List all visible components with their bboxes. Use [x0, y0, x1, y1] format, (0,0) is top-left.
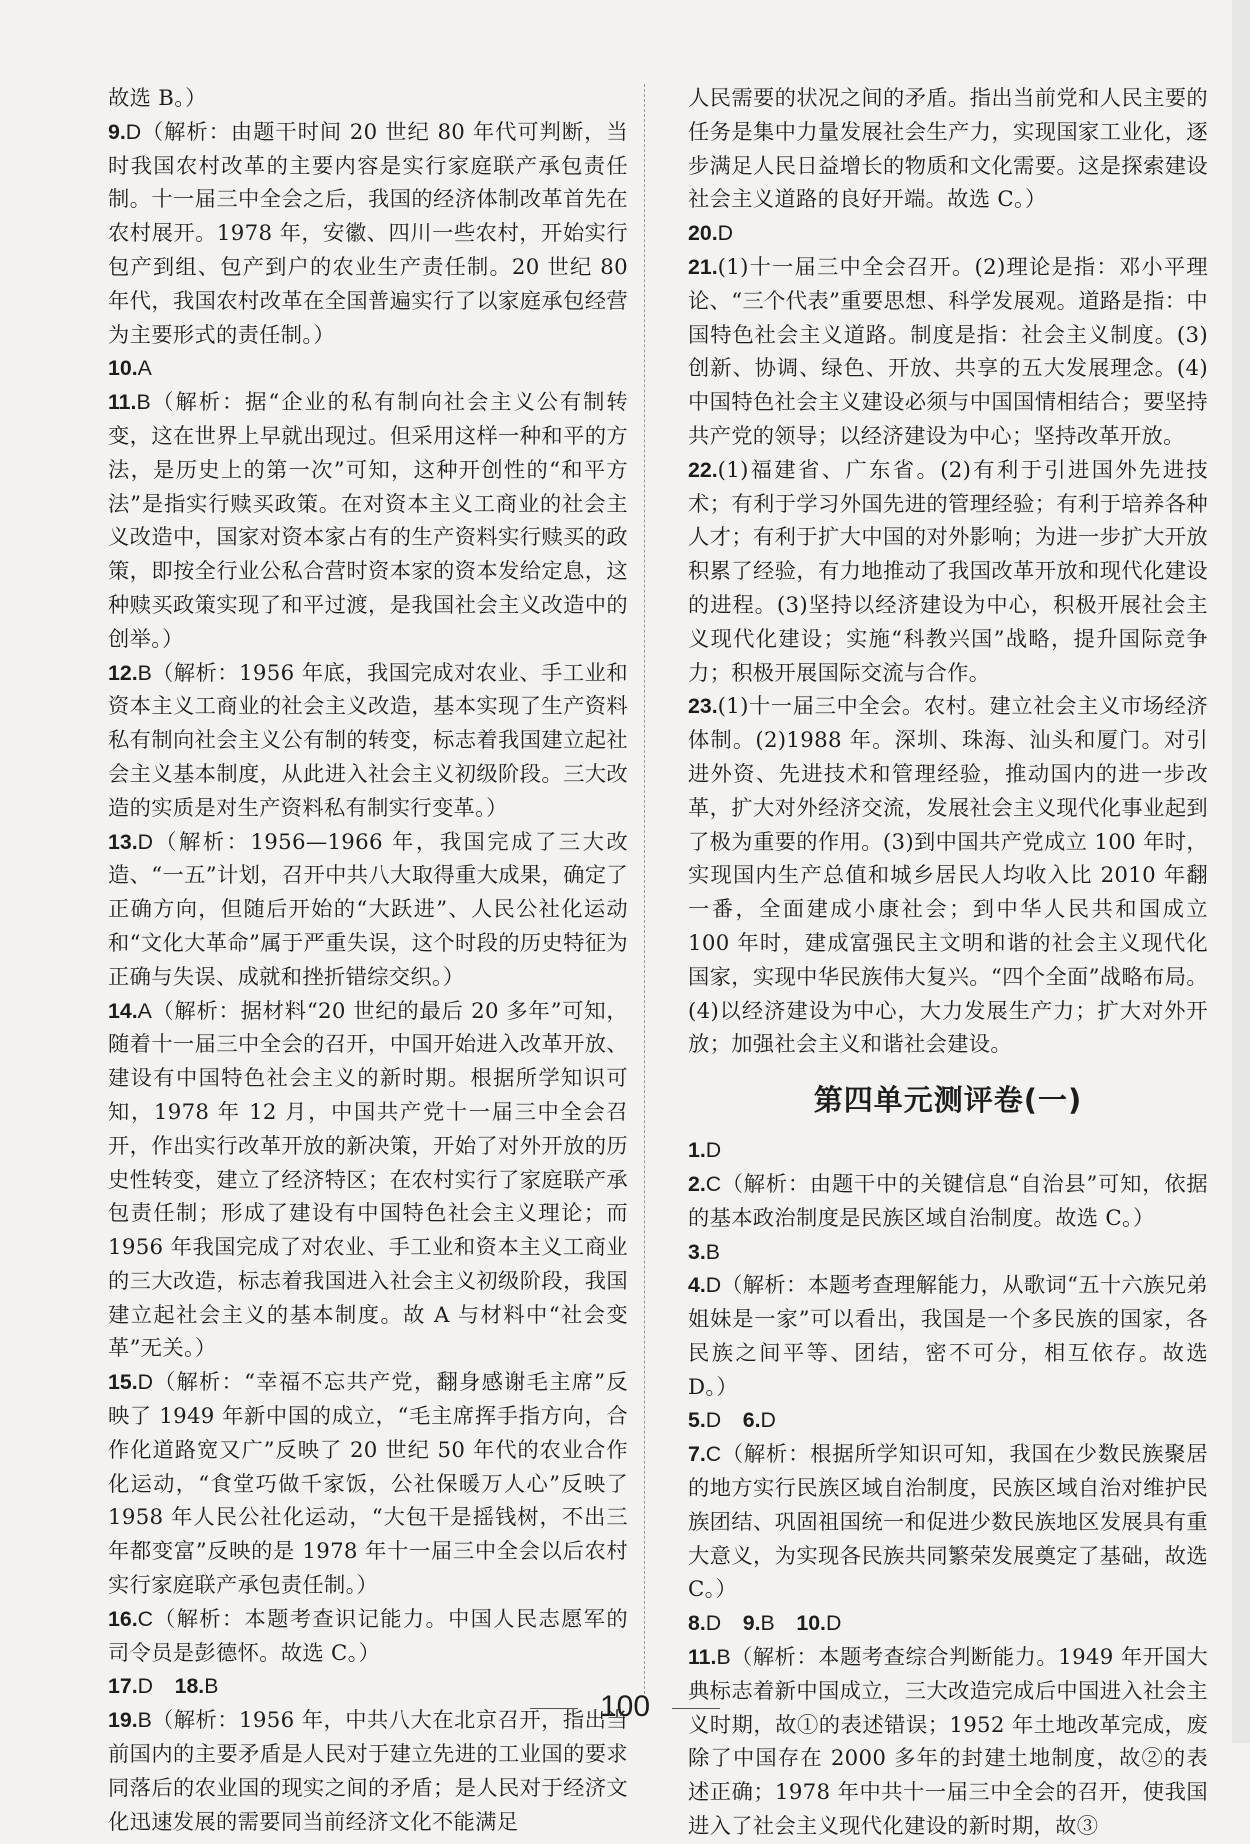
question-number: 19. [108, 1708, 138, 1733]
question-number: 7. [688, 1442, 706, 1467]
question-number: 1. [688, 1138, 706, 1163]
question-number: 8. [688, 1611, 706, 1636]
explanation-text: （解析：本题考查理解能力，从歌词“五十六族兄弟姐妹是一家”可以看出，我国是一个多民族的国家，各民族之间平等、团结，密不可分，相互依存。故选 D。） [688, 1273, 1208, 1400]
continued-text: 人民需要的状况之间的矛盾。指出当前党和人民主要的任务是集中力量发展社会生产力，实现国家工业化，逐步满足人民日益增长的物质和文化需要。这是探索建设社会主义道路的良好开端。故选 C。） [688, 86, 1208, 213]
explanation-text: （解析：由题干中的关键信息“自治县”可知，依据的基本政治制度是民族区域自治制度。故选 C。） [688, 1171, 1208, 1231]
answer-item [688, 454, 1208, 691]
answer-choice: B [760, 1611, 775, 1636]
answer-choice: B [137, 1708, 152, 1733]
question-number: 22. [688, 457, 718, 482]
question-number: 21. [688, 254, 718, 279]
answer-choice: C [137, 1606, 153, 1631]
question-number: 10. [796, 1611, 826, 1636]
answer-choice: D [705, 1273, 722, 1298]
page-number-text: 100 [599, 1690, 651, 1723]
answer-choice: D [137, 1370, 153, 1395]
answer-choice: C [705, 1442, 722, 1467]
page-number [0, 1690, 1250, 1724]
question-number: 2. [688, 1171, 706, 1196]
question-number: 3. [688, 1239, 706, 1264]
answer-item [688, 1236, 1208, 1270]
answer-choice: D [705, 1611, 722, 1636]
answer-choice: B [705, 1239, 720, 1264]
dash-left [530, 1708, 578, 1709]
answer-item [688, 1641, 1208, 1844]
answer-choice: D [125, 119, 142, 144]
answer-choice: D [705, 1138, 722, 1163]
answer-choice: D [760, 1408, 776, 1433]
question-number: 9. [108, 119, 126, 144]
left-column [108, 82, 628, 1839]
answer-choice: B [136, 390, 151, 415]
explanation-text: （解析：据材料“20 世纪的最后 20 多年”可知，随着十一届三中全会的召开，中国开始进入改革开放、建设有中国特色社会主义的新时期。根据所学知识可知，1978 年 12 月，中国共产党十一届三中全会召开，作出实行改革开放的新决策，开始了对外开放的历史性转变，建立了经济特区；在农村实行了家庭联产承包责任制；形成了建设有中国特色社会主义理论；而 1956 年我国完成了对农业、手工业和资本主义工商业的三大改造，标志着我国进入社会主义初级阶段，我国建立起社会主义的基本制度。故 A 与材料中“社会变革”无关。） [108, 998, 628, 1362]
question-number: 18. [174, 1674, 205, 1699]
question-number: 20. [688, 221, 718, 246]
question-number: 10. [108, 356, 138, 381]
right-column-bottom [688, 1134, 1208, 1844]
question-number: 13. [108, 829, 138, 854]
question-number: 9. [742, 1611, 761, 1636]
answer-choice: A [137, 356, 152, 381]
answer-item [688, 1607, 1208, 1641]
answer-choice: C [705, 1171, 722, 1196]
explanation-text: (1)福建省、广东省。(2)有利于引进国外先进技术；有利于学习外国先进的管理经验；有利于培养各种人才；有利于扩大中国的对外影响；为进一步扩大开放积累了经验，有力地推动了我国改革开放和现代化建设的进程。(3)坚持以经济建设为中心，积极开展社会主义现代化建设；实施“科教兴国”战略，提升国际竞争力；积极开展国际交流与合作。 [688, 457, 1208, 686]
answer-item [108, 657, 628, 826]
answer-choice: D [825, 1611, 842, 1636]
answer-item [688, 1168, 1208, 1236]
question-number: 23. [688, 694, 718, 719]
question-number: 4. [688, 1273, 706, 1298]
continued-text: 故选 B。） [108, 86, 207, 111]
spacer [721, 1611, 743, 1636]
answer-item [108, 1366, 628, 1603]
answer-item [688, 217, 1208, 251]
answer-item [688, 690, 1208, 1062]
explanation-text: （解析：根据所学知识可知，我国在少数民族聚居的地方实行民族区域自治制度，民族区域自治对维护民族团结、巩固祖国统一和促进少数民族地区发展具有重大意义，为实现各民族共同繁荣发展奠定了基础，故选 C。） [688, 1442, 1208, 1603]
explanation-text: （解析：据“企业的私有制向社会主义公有制转变，这在世界上早就出现过。但采用这样一种和平的方法，是历史上的第一次”可知，这种开创性的“和平方法”是指实行赎买政策。在对资本主义工商业的社会主义改造中，国家对资本家占有的生产资料实行赎买的政策，即按全行业公私合营时资本家的资本发给定息，这种赎买政策实现了和平过渡，是我国社会主义改造中的创举。） [108, 390, 628, 652]
answer-item [108, 1603, 628, 1671]
spacer [775, 1611, 797, 1636]
answer-choice: B [716, 1645, 731, 1670]
right-column-top [688, 82, 1208, 1062]
scan-edge [1232, 0, 1250, 1743]
answer-item [688, 1404, 1208, 1438]
answer-choice: B [204, 1674, 219, 1699]
answer-item [688, 1134, 1208, 1168]
answer-item [108, 386, 628, 656]
explanation-text: （解析：由题干时间 20 世纪 80 年代可判断，当时我国农村改革的主要内容是实行家庭联产承包责任制。十一届三中全会之后，我国的经济体制改革首先在农村展开。1978 年，安徽、四川一些农村，开始实行包产到组、包产到户的农业生产责任制。20 世纪 80 年代，我国农村改革在全国普遍实行了以家庭承包经营为主要形式的责任制。） [108, 119, 628, 348]
answer-choice: D [137, 829, 153, 854]
answer-choice: D [717, 221, 733, 246]
answer-choice: D [137, 1674, 153, 1699]
question-number: 11. [688, 1645, 717, 1670]
section-title: 第四单元测评卷(一) [813, 1083, 1083, 1118]
explanation-text: （解析：“幸福不忘共产党，翻身感谢毛主席”反映了 1949 年新中国的成立，“毛主席挥手指方向，合作化道路宽又广”反映了 20 世纪 50 年代的农业合作化运动，“食堂巧做千家饭，公社保暖万人心”反映了 1958 年人民公社化运动，“大包干是摇钱树，不出三年都变富”反映的是 1978 年十一届三中全会以后农村实行家庭联产承包责任制。） [108, 1370, 628, 1599]
answer-choice: D [705, 1408, 722, 1433]
answer-item [688, 1269, 1208, 1404]
column-divider [644, 84, 645, 1694]
explanation-text: （解析：本题考查综合判断能力。1949 年开国大典标志着新中国成立，三大改造完成后中国进入社会主义时期，故①的表述错误；1952 年土地改革完成，废除了中国存在 2000 多年的封建土地制度，故②的表述正确；1978 年中共十一届三中全会的召开，使我国进入了社会主义现代化建设的新时期，故③ [688, 1645, 1208, 1840]
question-number: 11. [108, 390, 137, 415]
answer-item [108, 352, 628, 386]
answer-item [688, 251, 1208, 454]
question-number: 6. [742, 1408, 761, 1433]
question-number: 17. [108, 1674, 138, 1699]
question-number: 12. [108, 660, 138, 685]
right-column [688, 82, 1208, 1844]
answer-item [108, 995, 628, 1367]
answer-item [108, 1704, 628, 1839]
explanation-text: (1)十一届三中全会。农村。建立社会主义市场经济体制。(2)1988 年。深圳、珠海、汕头和厦门。对引进外资、先进技术和管理经验，推动国内的进一步改革，扩大对外经济交流，发展社会主义现代化事业起到了极为重要的作用。(3)到中国共产党成立 100 年时，实现国内生产总值和城乡居民人均收入比 2010 年翻一番，全面建成小康社会；到中华人民共和国成立 100 年时，建成富强民主文明和谐的社会主义现代化国家，实现中华民族伟大复兴。“四个全面”战略布局。(4)以经济建设为中心，大力发展生产力；扩大对外开放；加强社会主义和谐社会建设。 [688, 694, 1208, 1058]
spacer [721, 1408, 743, 1433]
explanation-text: (1)十一届三中全会召开。(2)理论是指：邓小平理论、“三个代表”重要思想、科学发展观。道路是指：中国特色社会主义道路。制度是指：社会主义制度。(3)创新、协调、绿色、开放、共享的五大发展理念。(4)中国特色社会主义建设必须与中国国情相结合；要坚持共产党的领导；以经济建设为中心；坚持改革开放。 [688, 254, 1208, 449]
answer-choice: B [137, 660, 152, 685]
question-number: 15. [108, 1370, 138, 1395]
answer-item [688, 1438, 1208, 1607]
question-number: 5. [688, 1408, 706, 1433]
explanation-text: （解析：1956 年，中共八大在北京召开，指出当前国内的主要矛盾是人民对于建立先进的工业国的要求同落后的农业国的现实之间的矛盾；是人民对于经济文化迅速发展的需要同当前经济文化不能满足 [108, 1708, 628, 1835]
question-number: 16. [108, 1606, 138, 1631]
dash-right [672, 1708, 720, 1709]
answer-choice: A [137, 998, 152, 1023]
explanation-text: （解析：本题考查识记能力。中国人民志愿军的司令员是彭德怀。故选 C。） [108, 1606, 628, 1666]
explanation-text: （解析：1956—1966 年，我国完成了三大改造、“一五”计划，召开中共八大取得重大成果，确定了正确方向，但随后开始的“大跃进”、人民公社化运动和“文化大革命”属于严重失误，这个时段的历史特征为正确与失误、成就和挫折错综交织。） [108, 829, 628, 990]
question-number: 14. [108, 998, 138, 1023]
answer-item [108, 826, 628, 995]
answer-item [108, 116, 628, 353]
explanation-text: （解析：1956 年底，我国完成对农业、手工业和资本主义工商业的社会主义改造，基本实现了生产资料私有制向社会主义公有制的转变，标志着我国建立起社会主义基本制度，从此进入社会主义初级阶段。三大改造的实质是对生产资料私有制实行变革。） [108, 660, 628, 821]
